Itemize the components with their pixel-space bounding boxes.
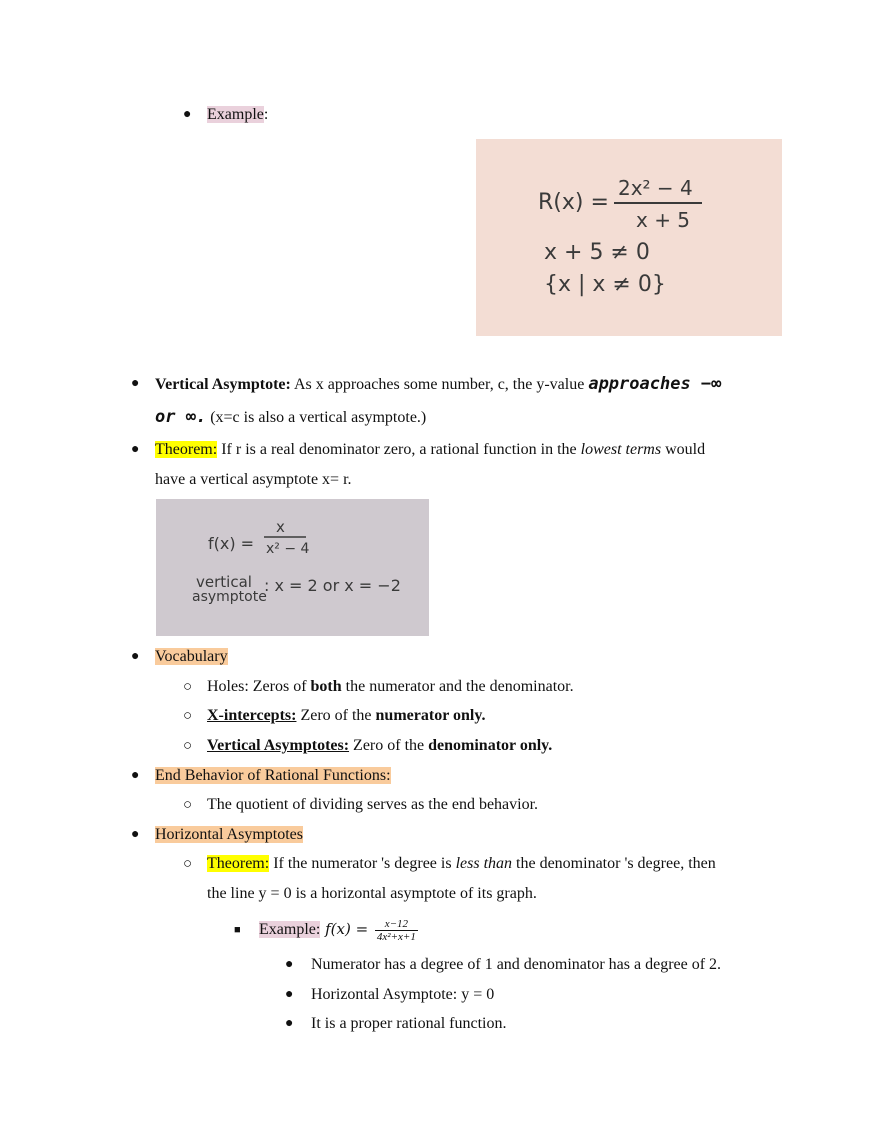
example-photo <box>476 139 782 336</box>
bullet-icon: ● <box>285 957 294 972</box>
horizontal-example-fx: f(x) = <box>320 920 373 938</box>
example-heading <box>207 105 268 125</box>
photo2-answer: : x = 2 or x = −2 <box>264 576 401 595</box>
vertical-asymptote-text: As x approaches some number, c, the y-value <box>290 376 589 393</box>
photo-rx-label: R(x) = <box>538 190 609 215</box>
handwriting-vertical-asymptote <box>156 499 429 636</box>
bullet-icon: ● <box>131 827 140 842</box>
vocab-vertical-asymptotes <box>207 736 552 756</box>
circle-bullet-icon: ○ <box>183 679 193 695</box>
x-intercepts-bold: numerator only. <box>375 707 486 724</box>
bullet-icon: ● <box>285 1016 294 1031</box>
vertical-asymptote-photo <box>156 499 429 636</box>
bullet-icon: ● <box>131 768 140 783</box>
x-intercepts-text: Zero of the <box>296 707 376 724</box>
horizontal-example-label: Example: <box>259 921 321 938</box>
photo-numerator: 2x² − 4 <box>618 176 693 200</box>
bullet-icon: ● <box>131 649 140 664</box>
circle-bullet-icon: ○ <box>183 856 193 872</box>
vertical-asymptote-line1 <box>155 374 721 395</box>
holes-text: Holes: Zeros of <box>207 678 311 695</box>
theorem-line1 <box>155 440 705 460</box>
or-infinity: or ∞. <box>155 407 207 427</box>
vocabulary-heading <box>155 647 228 667</box>
vocabulary-label: Vocabulary <box>155 648 228 665</box>
horizontal-theorem-label: Theorem: <box>207 855 270 872</box>
end-behavior-text: The quotient of dividing serves as the end behavior. <box>207 796 539 813</box>
vertical-asymptote-term: Vertical Asymptote: <box>155 376 291 393</box>
photo-condition: x + 5 ≠ 0 <box>544 240 650 265</box>
circle-bullet-icon: ○ <box>183 797 193 813</box>
horizontal-label: Horizontal Asymptotes <box>155 826 303 843</box>
end-behavior-label: End Behavior of Rational Functions: <box>155 767 391 784</box>
holes-rest: the numerator and the denominator. <box>341 678 574 695</box>
fraction-denominator: 4x²+x+1 <box>376 930 416 943</box>
example-suffix: : <box>263 106 269 123</box>
horizontal-example-fraction <box>375 918 418 943</box>
example-label: Example <box>207 106 264 123</box>
theorem-lowest-terms: lowest terms <box>580 441 662 458</box>
horizontal-theorem-less-than: less than <box>455 855 513 872</box>
theorem-text1: If r is a real denominator zero, a rational function in the <box>217 441 581 458</box>
photo2-numerator: x <box>276 518 285 536</box>
end-behavior-heading <box>155 766 391 786</box>
vertical-asymptotes-text: Zero of the <box>349 737 429 754</box>
vertical-asymptote-line2 <box>155 407 426 428</box>
circle-bullet-icon: ○ <box>183 738 193 754</box>
horizontal-example <box>259 912 418 947</box>
vertical-asymptotes-bold: denominator only. <box>428 737 553 754</box>
horizontal-point-3: It is a proper rational function. <box>311 1015 507 1032</box>
photo2-denominator: x² − 4 <box>266 541 310 557</box>
bullet-icon: ● <box>183 107 192 122</box>
fraction-numerator: x−12 <box>375 918 418 931</box>
vertical-asymptotes-term: Vertical Asymptotes: <box>207 737 350 754</box>
vocab-holes <box>207 677 574 697</box>
horizontal-theorem-line2: the line y = 0 is a horizontal asymptote of its graph. <box>207 885 537 902</box>
horizontal-theorem-line1 <box>207 854 716 874</box>
vocab-x-intercepts <box>207 706 485 726</box>
bullet-icon: ● <box>131 442 140 457</box>
photo2-vertical: vertical <box>196 573 252 591</box>
bullet-icon: ● <box>131 376 140 391</box>
circle-bullet-icon: ○ <box>183 708 193 724</box>
square-bullet-icon: ■ <box>234 924 241 936</box>
photo2-asymptote: asymptote <box>192 589 267 605</box>
photo2-fx: f(x) = <box>208 534 255 553</box>
bullet-icon: ● <box>285 987 294 1002</box>
theorem-line2: have a vertical asymptote x= r. <box>155 471 352 488</box>
handwriting-rational-function-domain <box>476 139 782 336</box>
approaches-infinity: approaches −∞ <box>588 374 722 394</box>
theorem-text2: would <box>661 441 706 458</box>
photo-domain: {x | x ≠ 0} <box>544 272 666 297</box>
x-intercepts-term: X-intercepts: <box>207 707 297 724</box>
holes-both: both <box>310 678 342 695</box>
vertical-asymptote-note: (x=c is also a vertical asymptote.) <box>206 409 427 426</box>
photo-denominator: x + 5 <box>636 208 691 232</box>
horizontal-point-1: Numerator has a degree of 1 and denominator has a degree of 2. <box>311 956 722 973</box>
horizontal-theorem-pre: If the numerator 's degree is <box>269 855 456 872</box>
horizontal-heading <box>155 825 303 845</box>
horizontal-theorem-post: the denominator 's degree, then <box>512 855 716 872</box>
horizontal-point-2: Horizontal Asymptote: y = 0 <box>311 986 495 1003</box>
theorem-label: Theorem: <box>155 441 218 458</box>
